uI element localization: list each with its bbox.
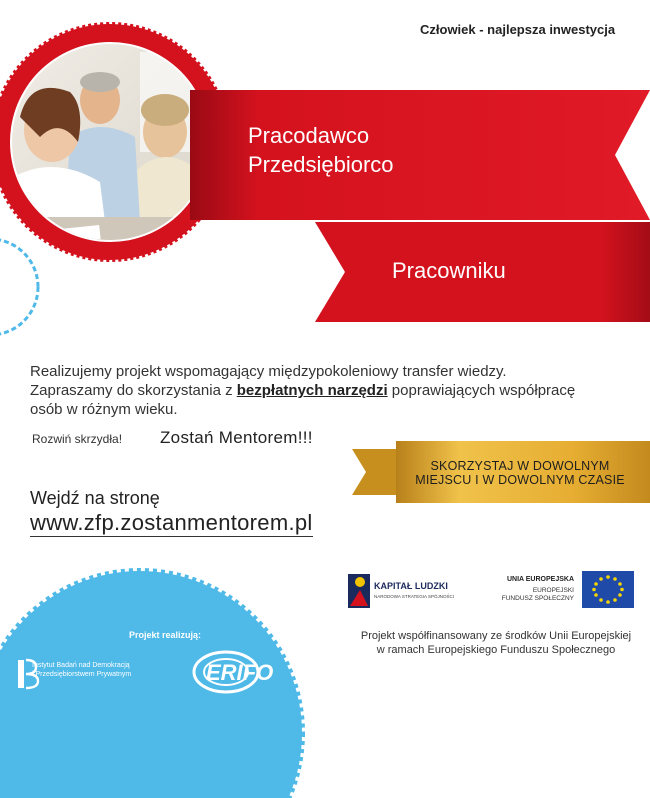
erifo-wordmark: ERIFO (206, 660, 274, 685)
esf-label-line1: EUROPEJSKI (532, 587, 574, 594)
intro-line2 (30, 381, 590, 400)
tagline: Człowiek - najlepsza inwestycja (420, 22, 616, 37)
eu-flag-icon (582, 571, 634, 608)
kapital-ludzki-subtitle: NARODOWA STRATEGIA SPÓJNOŚCI (374, 594, 455, 599)
gold-line2: MIEJSCU I W DOWOLNYM CZASIE (415, 473, 625, 487)
ibd-name-line1: Instytut Badań nad Demokracją (32, 662, 130, 669)
implementers-label: Projekt realizują: (128, 630, 202, 640)
gold-line1: SKORZYSTAJ W DOWOLNYM (430, 459, 610, 473)
wings-slogan: Rozwiń skrzydła! (32, 432, 123, 446)
esf-label-line2: FUNDUSZ SPOŁECZNY (501, 595, 574, 602)
intro-line3: osób w różnym wieku. (30, 401, 178, 418)
employee-label: Pracowniku (392, 258, 506, 283)
erifo-logo (186, 650, 286, 694)
intro-line1: Realizujemy projekt wspomagający międzypokoleniowy transfer wiedzy. (30, 363, 507, 380)
employer-label-line1: Pracodawco (248, 123, 370, 148)
intro-text (30, 362, 590, 419)
employer-label-line2: Przedsiębiorco (248, 152, 394, 177)
free-tools-emphasis: bezpłatnych narzędzi (236, 382, 388, 399)
blue-ring (0, 232, 60, 342)
website-link[interactable]: www.zfp.zostanmentorem.pl (30, 510, 313, 535)
visit-label: Wejdź na stronę (30, 488, 160, 508)
cofinancing-line1: Projekt współfinansowany ze środków Unii Europejskiej (360, 630, 632, 642)
mentor-slogan: Zostań Mentorem!!! (160, 428, 313, 447)
eu-label: UNIA EUROPEJSKA (506, 576, 574, 583)
ibd-name-line2: i Przedsiębiorstwem Prywatnym (32, 671, 132, 678)
kapital-ludzki-logo (342, 572, 472, 610)
intro-line2-prefix: Zapraszamy do skorzystania z (30, 382, 237, 399)
gold-banner-text (408, 459, 632, 487)
intro-line2-suffix: poprawiających współpracę (387, 382, 576, 399)
kapital-ludzki-title: KAPITAŁ LUDZKI (374, 581, 448, 591)
cofinancing-line2: w ramach Europejskiego Funduszu Społecznego (376, 644, 616, 656)
